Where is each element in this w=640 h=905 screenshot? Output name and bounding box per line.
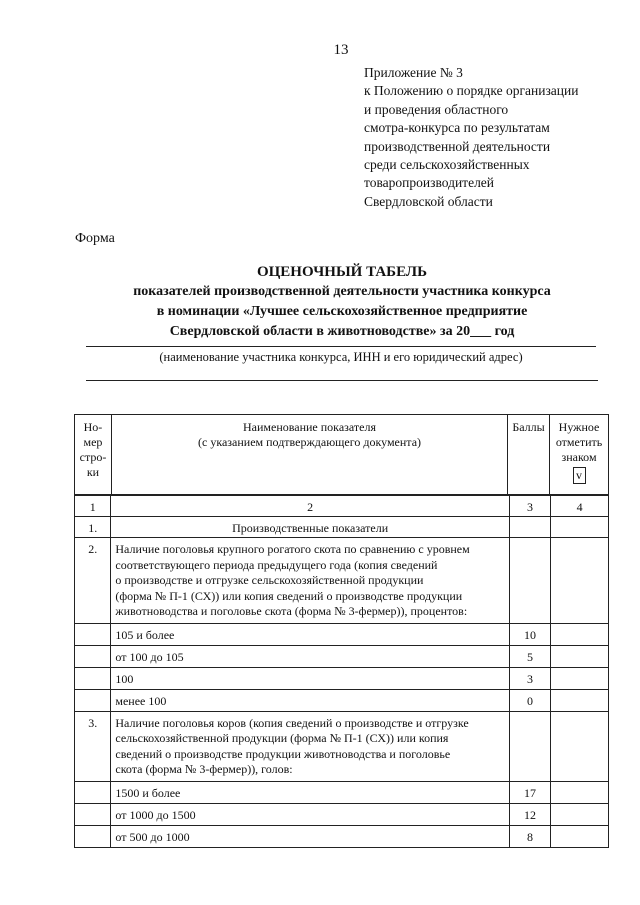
title-line: Свердловской области в животноводстве» за 20___ год [169,324,515,339]
option-row [75,781,609,803]
option-label: от 1000 до 1500 [111,803,509,825]
score-table [74,495,609,848]
table-cell [75,667,111,689]
mark-cell[interactable] [551,645,609,667]
option-label: менее 100 [111,689,509,711]
title-main: ОЦЕНОЧНЫЙ ТАБЕЛЬ [256,264,428,280]
page-number: 13 [333,42,349,58]
column-numbers-row [75,496,609,517]
table-cell [75,623,111,645]
option-label: от 500 до 1000 [111,825,509,847]
section-title: Производственные показатели [111,517,509,538]
header-row-number: Но- мер стро- ки [75,415,112,495]
option-score: 5 [509,645,550,667]
mark-cell[interactable] [551,825,609,847]
form-label: Форма [75,231,115,246]
option-row [75,623,609,645]
option-label: 105 и более [111,623,509,645]
appendix-line: к Положению о порядке организации [364,83,579,99]
table-cell: 4 [551,496,609,517]
option-row [75,803,609,825]
participant-address-line [86,380,598,381]
header-points: Баллы [508,415,550,495]
document-title [70,262,614,342]
title-line: показателей производственной деятельности участника конкурса [133,284,551,299]
option-score: 8 [509,825,550,847]
mark-cell[interactable] [551,689,609,711]
option-score: 3 [509,667,550,689]
table-cell [551,711,609,781]
table-cell [75,803,111,825]
table-cell [509,517,550,538]
row-number: 3. [75,711,111,781]
check-mark-sample: v [573,467,586,484]
appendix-line: смотра-конкурса по результатам [364,120,550,136]
row-number: 2. [75,538,111,624]
appendix-line: среди сельскохозяйственных [364,157,530,173]
header-indicator-name: Наименование показателя (с указанием подтверждающего документа) [111,415,507,495]
indicator-row [75,538,609,624]
indicator-description: Наличие поголовья коров (копия сведений о производстве и отгрузке сельскохозяйственной продукции (форма № П-1 (СХ)) или копия сведений о производстве продукции животноводства и поголовье скота (форма № 3-фермер)), голов: [111,711,509,781]
option-label: 100 [111,667,509,689]
table-cell: 3 [509,496,550,517]
table-cell [75,645,111,667]
header-mark: Нужное отметить знаком v [550,415,609,495]
mark-cell[interactable] [551,803,609,825]
table-header [74,414,609,495]
option-label: от 100 до 105 [111,645,509,667]
table-cell [551,538,609,624]
appendix-line: производственной деятельности [364,138,551,154]
indicator-row [75,711,609,781]
table-cell [509,711,550,781]
table-cell [509,538,550,624]
mark-cell[interactable] [551,623,609,645]
option-score: 0 [509,689,550,711]
appendix-line: Свердловской области [364,193,493,209]
option-row [75,667,609,689]
option-row [75,825,609,847]
option-row [75,689,609,711]
section-row [75,517,609,538]
appendix-line: Приложение № 3 [364,65,463,80]
table-cell: 1 [75,496,111,517]
table-cell [75,781,111,803]
table-cell [75,825,111,847]
row-number: 1. [75,517,111,538]
option-score: 10 [509,623,550,645]
title-line: в номинации «Лучшее сельскохозяйственное предприятие [156,304,528,319]
appendix-line: товаропроизводителей [364,175,495,191]
table-cell [551,517,609,538]
table-cell [75,689,111,711]
option-row [75,645,609,667]
mark-cell[interactable] [551,667,609,689]
appendix-line: и проведения областного [364,101,509,117]
mark-cell[interactable] [551,781,609,803]
participant-name-line [86,346,596,347]
appendix-note [364,64,614,211]
indicator-description: Наличие поголовья крупного рогатого скота по сравнению с уровнем соответствующего периода предыдущего года (копия сведений о производстве и отгрузке сельскохозяйственной продукции (форма № П-1 (СХ)) или копия сведений о производстве продукции животноводства и поголовье скота (форма № 3-фермер)), процентов: [111,538,509,624]
option-score: 17 [509,781,550,803]
option-score: 12 [509,803,550,825]
table-cell: 2 [111,496,509,517]
option-label: 1500 и более [111,781,509,803]
participant-caption: (наименование участника конкурса, ИНН и его юридический адрес) [159,350,523,364]
